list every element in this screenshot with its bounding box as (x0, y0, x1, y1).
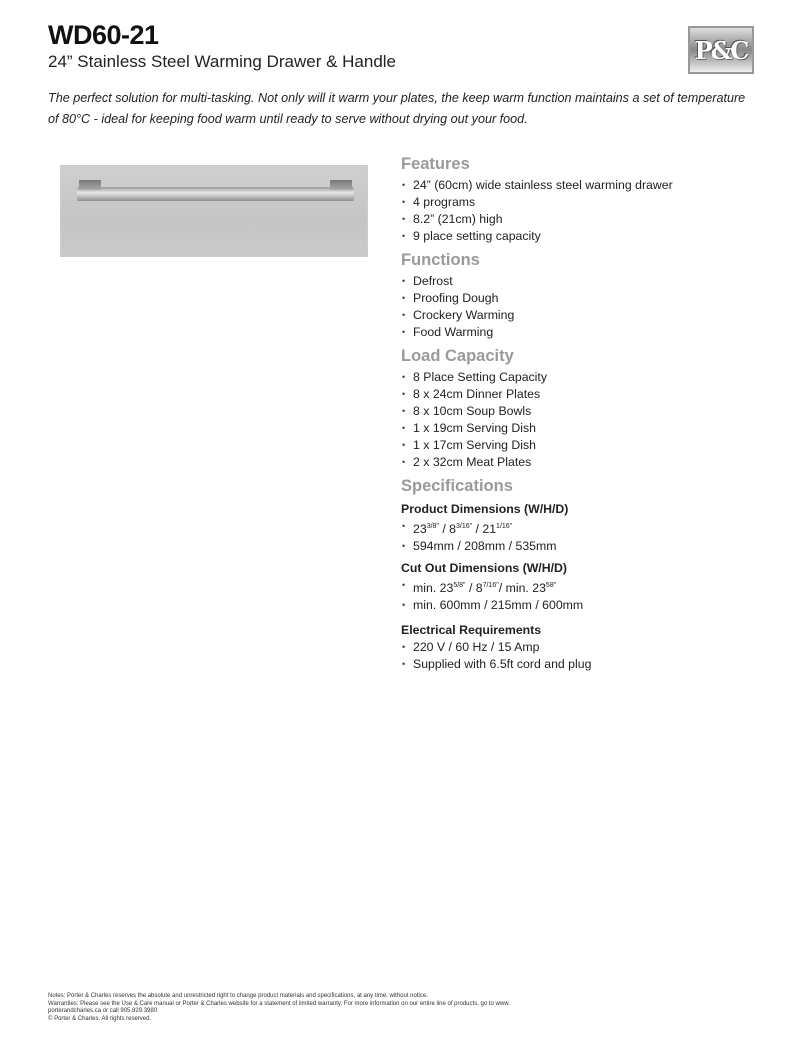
list-item: • Crockery Warming (401, 307, 761, 324)
cutout-dimensions-metric: • min. 600mm / 215mm / 600mm (401, 597, 761, 614)
list-item: • 8 Place Setting Capacity (401, 369, 761, 386)
footer-line: © Porter & Charles. All rights reserved. (48, 1015, 152, 1022)
list-item: • 4 programs (401, 194, 761, 211)
load-capacity-list (401, 369, 761, 471)
list-item: • Defrost (401, 273, 761, 290)
brand-logo: P&C (688, 26, 754, 74)
features-list (401, 177, 761, 245)
list-item: • 8 x 10cm Soup Bowls (401, 403, 761, 420)
intro-text: The perfect solution for multi-tasking. Not only will it warm your plates, the keep warm function maintains a set of temperature of 80°C - ideal for keeping food warm until ready to serve without drying out your food. (48, 91, 746, 126)
list-item: • Proofing Dough (401, 290, 761, 307)
product-subtitle: 24” Stainless Steel Warming Drawer & Handle (48, 52, 397, 71)
cutout-dimensions-imperial: • min. $23^{5/8"} / 8^{7/16"}/$ min. $23^{58"}$ (401, 577, 761, 597)
list-item: • 8.2” (21cm) high (401, 211, 761, 228)
list-item: • 1 x 17cm Serving Dish (401, 437, 761, 454)
list-item: • 2 x 32cm Meat Plates (401, 454, 761, 471)
footer-line: porterandcharles.ca or call 905.829.3980 (48, 1008, 158, 1015)
specifications-heading: Specifications (401, 477, 513, 495)
list-item: • Food Warming (401, 324, 761, 341)
list-item: • 8 x 24cm Dinner Plates (401, 386, 761, 403)
model-title: WD60-21 (48, 20, 159, 50)
drawer-handle (77, 187, 354, 201)
product-dimensions-heading: Product Dimensions (W/H/D) (401, 502, 569, 516)
footer-line: Warranties: Please see the Use & Care manual or Porter & Charles website for a statement of limited warranty. For more information on our entire line of products, go to www. (48, 1000, 510, 1007)
product-image (60, 165, 368, 257)
list-item: • Supplied with 6.5ft cord and plug (401, 656, 761, 673)
electrical-heading: Electrical Requirements (401, 623, 542, 637)
spec-column (401, 155, 761, 673)
functions-heading: Functions (401, 251, 480, 269)
list-item: • 24” (60cm) wide stainless steel warming drawer (401, 177, 761, 194)
functions-list (401, 273, 761, 341)
features-heading: Features (401, 155, 470, 173)
list-item: • 220 V / 60 Hz / 15 Amp (401, 639, 761, 656)
list-item: • 9 place setting capacity (401, 228, 761, 245)
product-dimensions-metric: • 594mm / 208mm / 535mm (401, 538, 761, 555)
product-dimensions-imperial: • $23^{3/8"} / 8^{3/16"} / 21^{1/16"}$ (401, 518, 761, 538)
footer-line: Notes: Porter & Charles reserves the absolute and unrestricted right to change product materials and specifications, at any time, without notice. (48, 993, 428, 999)
list-item: • 1 x 19cm Serving Dish (401, 420, 761, 437)
cutout-dimensions-heading: Cut Out Dimensions (W/H/D) (401, 561, 567, 575)
footer-notes (48, 993, 510, 1023)
load-capacity-heading: Load Capacity (401, 347, 514, 365)
